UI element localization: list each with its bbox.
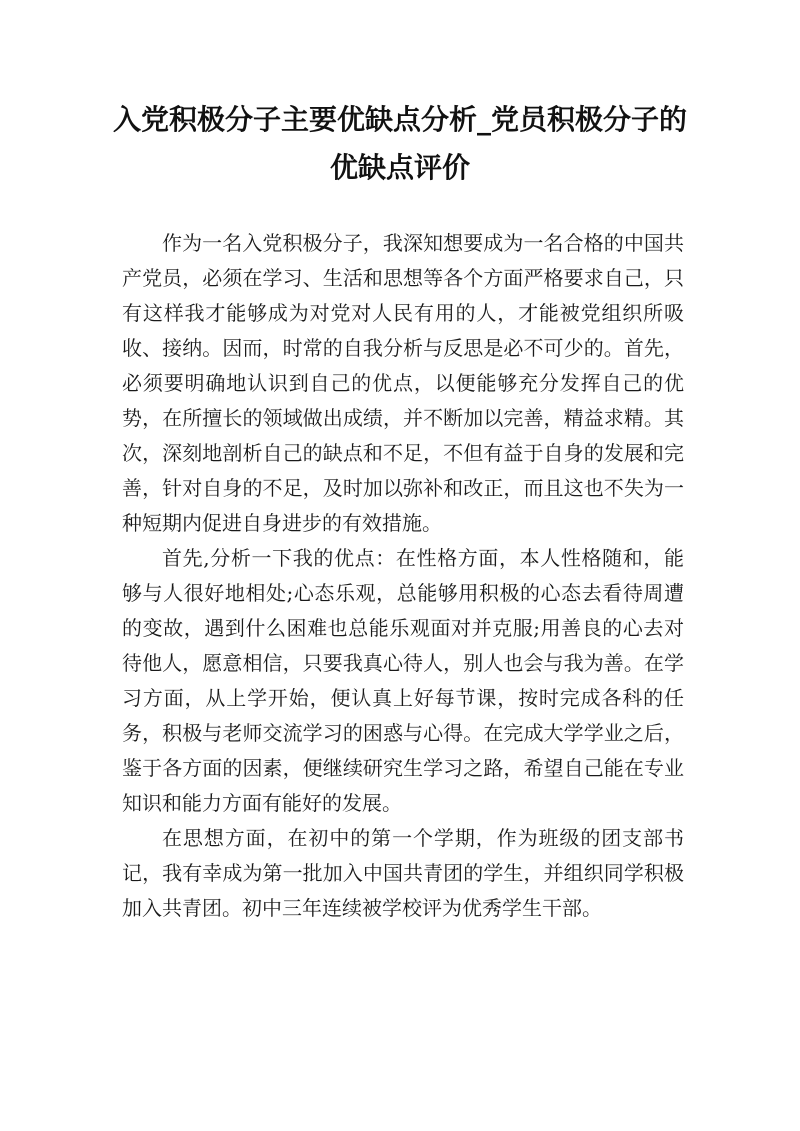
paragraph-intro: 作为一名入党积极分子，我深知想要成为一名合格的中国共产党员，必须在学习、生活和思想等各个方面严格要求自己，只有这样我才能够成为对党对人民有用的人，才能被党组织所吸收、接纳。因而，时常的自我分析与反思是必不可少的。首先，必须要明确地认识到自己的优点，以便能够充分发挥自己的优势，在所擅长的领域做出成绩，并不断加以完善，精益求精。其次，深刻地剖析自己的缺点和不足，不但有益于自身的发展和完善，针对自身的不足，及时加以弥补和改正，而且这也不失为一种短期内促进自身进步的有效措施。: [122, 231, 684, 535]
paragraph-ideology: 在思想方面，在初中的第一个学期，作为班级的团支部书记，我有幸成为第一批加入中国共青团的学生，并组织同学积极加入共青团。初中三年连续被学校评为优秀学生干部。: [122, 826, 684, 920]
document-body: [122, 226, 684, 926]
document-title: 入党积极分子主要优缺点分析_党员积极分子的优缺点评价: [112, 103, 687, 184]
paragraph-strengths: 首先,分析一下我的优点：在性格方面，本人性格随和，能够与人很好地相处;心态乐观，总能够用积极的心态去看待周遭的变故，遇到什么困难也总能乐观面对并克服;用善良的心去对待他人，愿意相信，只要我真心待人，别人也会与我为善。在学习方面，从上学开始，便认真上好每节课，按时完成各科的任务，积极与老师交流学习的困惑与心得。在完成大学学业之后，鉴于各方面的因素，便继续研究生学习之路，希望自己能在专业知识和能力方面有能好的发展。: [122, 546, 684, 815]
